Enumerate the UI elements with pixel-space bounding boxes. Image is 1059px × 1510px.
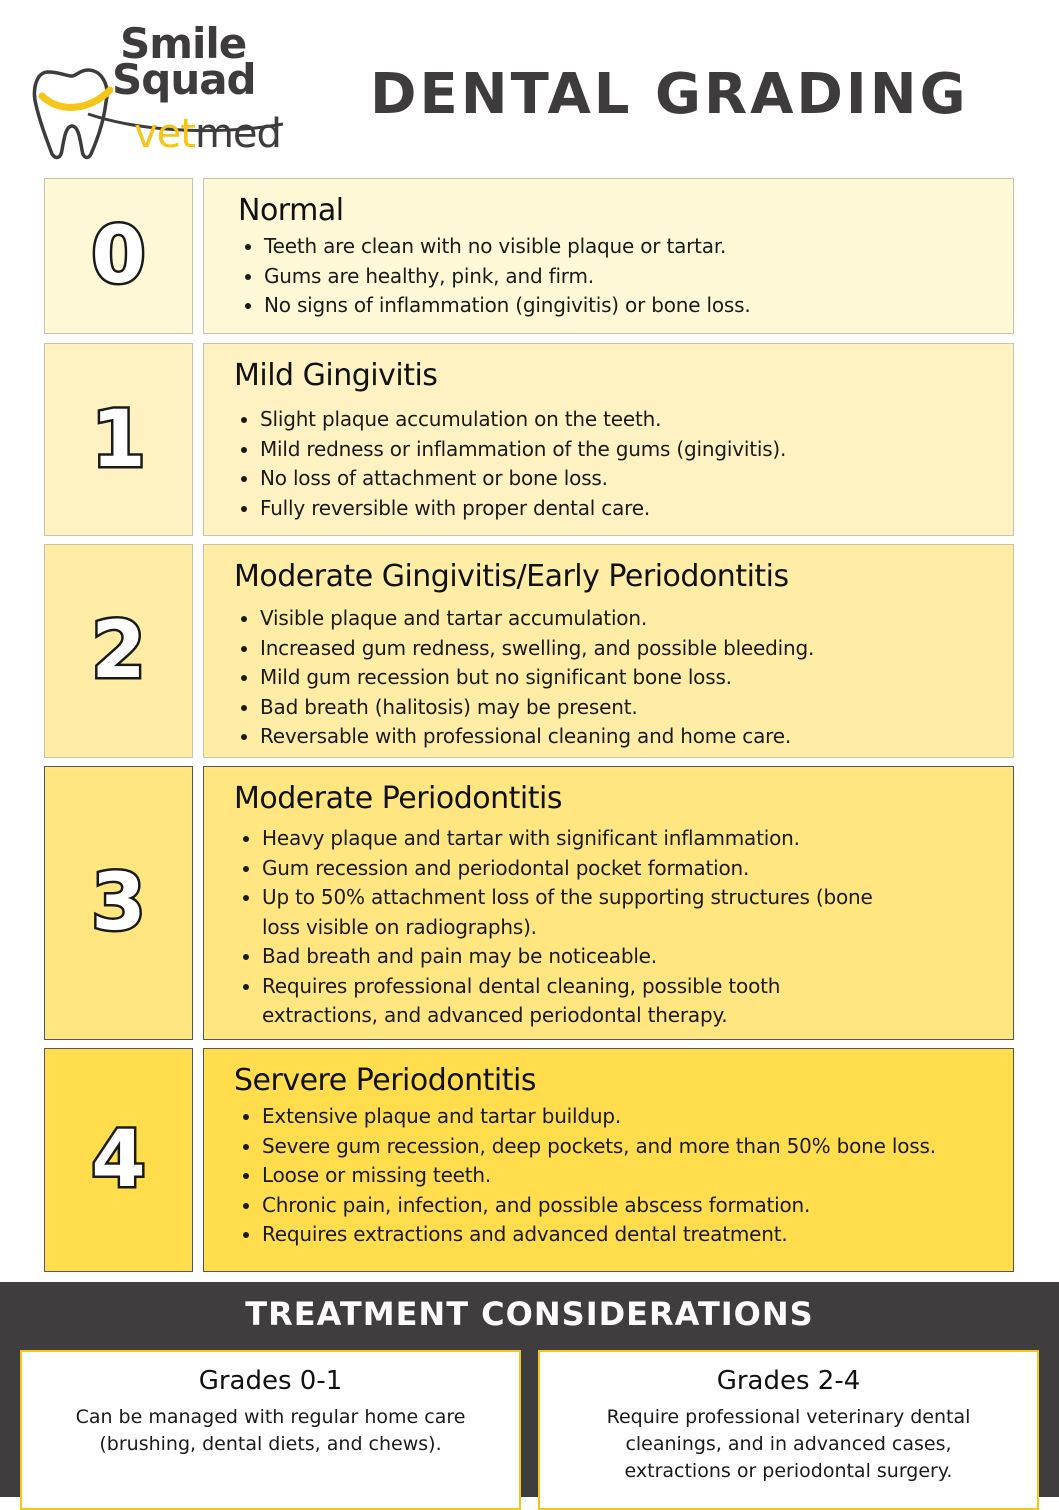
list-item: • Extensive plaque and tartar buildup. [262, 1102, 1003, 1132]
logo-text-smile: Smile [120, 19, 247, 68]
list-item: • Gums are healthy, pink, and firm. [264, 262, 993, 292]
list-item: • Bad breath (halitosis) may be present. [260, 693, 993, 723]
header [0, 0, 1059, 170]
list-item: • Severe gum recession, deep pockets, and more than 50% bone loss. [262, 1132, 1003, 1162]
grade-title: Moderate Gingivitis/Early Periodontitis [234, 559, 789, 594]
treatment-card-grades-0-1 [20, 1350, 521, 1510]
grade-description-box [203, 343, 1014, 536]
grade-number: 2 [91, 606, 146, 696]
grade-list [234, 405, 993, 523]
treatment-title: TREATMENT CONSIDERATIONS [245, 1295, 814, 1333]
grade-list [238, 232, 993, 321]
list-item: • Mild gum recession but no significant bone loss. [260, 663, 993, 693]
grade-description-box [203, 1048, 1014, 1272]
list-item: • Gum recession and periodontal pocket formation. [262, 854, 893, 884]
grade-list [234, 824, 893, 1031]
treatment-card-heading: Grades 0-1 [198, 1366, 343, 1396]
treatment-card-grades-2-4 [538, 1350, 1039, 1510]
grade-number-box [44, 343, 193, 536]
grade-row-1 [44, 343, 1014, 536]
grade-row-4 [44, 1048, 1014, 1272]
list-item: • Increased gum redness, swelling, and possible bleeding. [260, 634, 993, 664]
list-item: • Slight plaque accumulation on the teeth. [260, 405, 993, 435]
treatment-card-heading: Grades 2-4 [716, 1366, 861, 1396]
list-item: • No loss of attachment or bone loss. [260, 464, 993, 494]
list-item: • No signs of inflammation (gingivitis) or bone loss. [264, 291, 993, 321]
logo-text-squad: Squad [112, 55, 256, 104]
grade-number: 3 [91, 858, 146, 948]
grade-row-0 [44, 178, 1014, 334]
treatment-section [0, 1282, 1059, 1497]
grade-description-box [203, 766, 1014, 1040]
list-item: • Loose or missing teeth. [262, 1161, 1003, 1191]
page-title: DENTAL GRADING [370, 62, 969, 127]
list-item: • Visible plaque and tartar accumulation. [260, 604, 993, 634]
grade-row-2 [44, 544, 1014, 758]
list-item: • Requires extractions and advanced dental treatment. [262, 1220, 1003, 1250]
list-item: • Heavy plaque and tartar with significant inflammation. [262, 824, 893, 854]
list-item: • Bad breath and pain may be noticeable. [262, 942, 893, 972]
grade-number-box [44, 1048, 193, 1272]
grade-list [234, 604, 993, 752]
grade-number-box [44, 766, 193, 1040]
grade-number: 0 [91, 211, 146, 301]
grade-title: Normal [238, 193, 344, 228]
treatment-card-text: Can be managed with regular home care (brushing, dental diets, and chews). [75, 1406, 466, 1455]
list-item: • Mild redness or inflammation of the gums (gingivitis). [260, 435, 993, 465]
grade-description-box [203, 544, 1014, 758]
logo-text-vet: vet [134, 111, 195, 157]
grade-description-box [203, 178, 1014, 334]
grade-row-3 [44, 766, 1014, 1040]
list-item: • Fully reversible with proper dental care. [260, 494, 993, 524]
list-item: • Requires professional dental cleaning, possible tooth extractions, and advanced periodontal therapy. [262, 972, 893, 1031]
treatment-card-text: Require professional veterinary dental cleanings, and in advanced cases, extractions or periodontal surgery. [606, 1406, 971, 1482]
list-item: • Reversable with professional cleaning and home care. [260, 722, 993, 752]
list-item: • Chronic pain, infection, and possible abscess formation. [262, 1191, 1003, 1221]
grade-list [234, 1102, 1003, 1250]
grade-title: Moderate Periodontitis [234, 781, 562, 816]
list-item: • Teeth are clean with no visible plaque or tartar. [264, 232, 993, 262]
grade-number-box [44, 544, 193, 758]
grade-title: Mild Gingivitis [234, 358, 438, 393]
list-item: • Up to 50% attachment loss of the supporting structures (bone loss visible on radiographs). [262, 883, 893, 942]
logo-text-med: med [194, 111, 281, 157]
logo-text-vetmed [134, 112, 281, 156]
grade-number-box [44, 178, 193, 334]
grade-number: 4 [91, 1115, 146, 1205]
grade-title: Servere Periodontitis [234, 1063, 536, 1098]
grade-number: 1 [91, 394, 146, 485]
smile-squad-logo [28, 19, 318, 162]
